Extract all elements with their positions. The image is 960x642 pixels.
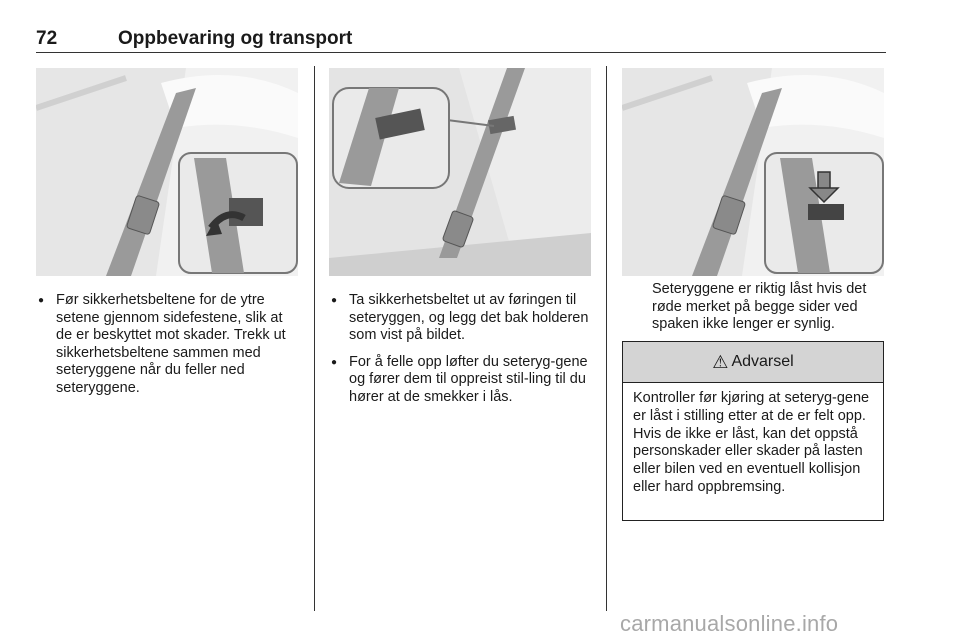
column-1-text	[36, 292, 302, 406]
bullet-item: ● Ta sikkerhetsbeltet ut av føringen til seteryggen, og legg det bak holderen som vist på bildet.	[329, 292, 595, 345]
column-divider	[314, 66, 315, 611]
column-divider	[606, 66, 607, 611]
page-header	[36, 28, 886, 52]
column-2-text	[329, 292, 595, 415]
seatbelt-guide-illustration	[36, 68, 298, 276]
page-number: 72	[36, 28, 58, 49]
bullet-item: ● Før sikkerhetsbeltene for de ytre setene gjennom sidefestene, slik at de er beskyttet mot skader. Trekk ut sikkerhetsbeltene sammen med seteryggene når du feller ned seteryggene.	[36, 292, 302, 397]
lock-check-paragraph: Seteryggene er riktig låst hvis det røde merket på begge sider ved spaken ikke lenger er synlig.	[652, 281, 867, 332]
seatback-lock-illustration	[622, 68, 884, 276]
warning-header	[623, 342, 883, 383]
seatbelt-holder-illustration	[329, 68, 591, 276]
page-title: Oppbevaring og transport	[118, 28, 353, 49]
warning-title: Advarsel	[731, 353, 794, 370]
warning-box	[622, 341, 884, 521]
bullet-item: ● For å felle opp løfter du seteryg-gene og fører dem til oppreist stil-ling til du hører at de smekker i lås.	[329, 354, 595, 407]
column-3-text	[652, 281, 890, 334]
header-rule	[36, 52, 886, 53]
footer-watermark: carmanualsonline.info	[620, 611, 839, 636]
warning-body: Kontroller før kjøring at seteryg-gene er låst i stilling etter at de er felt opp. Hvis de ikke er låst, kan det oppstå personskader eller skader på lasten eller bilen ved en eventuell kollisjon eller hard oppbremsing.	[633, 390, 870, 495]
warning-triangle-icon: ⚠	[712, 351, 729, 372]
